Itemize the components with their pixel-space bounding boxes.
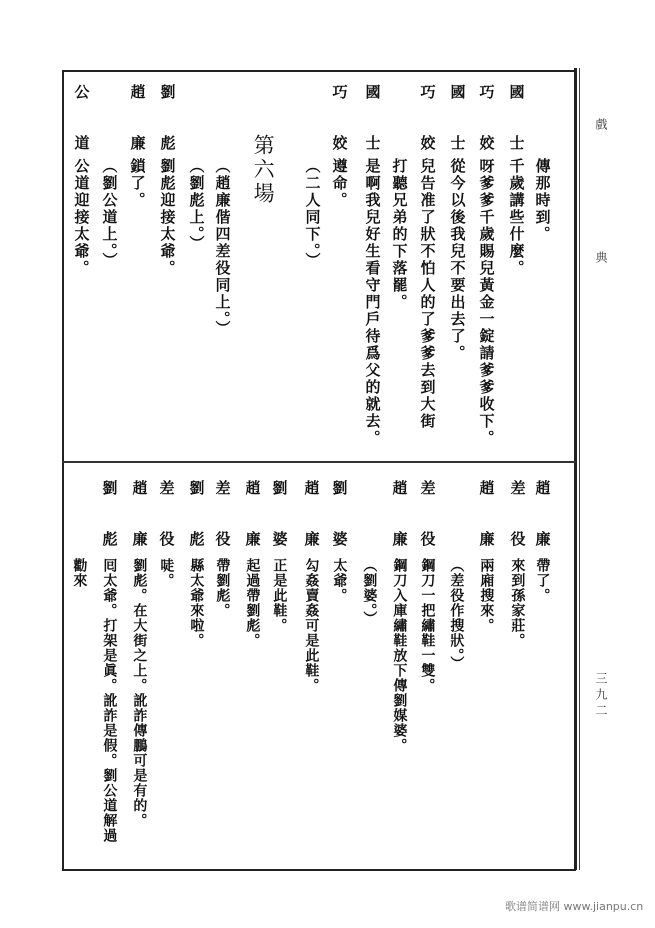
line-text: 起過帶劉彪。 <box>244 558 261 648</box>
line-text: 兒告准了狀不怕人的了爹爹去到大街 <box>418 158 437 430</box>
line-text: 來到孫家莊。 <box>509 558 526 648</box>
speaker-name: 差役 <box>157 480 176 546</box>
line-text: （劉公道上。） <box>100 158 119 270</box>
speaker-name: 差役 <box>508 480 527 546</box>
line-text: 鋼刀一把繡鞋一雙。 <box>419 558 436 693</box>
line-text: 正是此鞋。 <box>271 558 288 633</box>
line-text: 帶了。 <box>534 558 551 603</box>
speaker-name: 趙廉 <box>477 480 496 546</box>
watermark: 歌谱简谱网 www.jianpu.cn <box>505 900 644 913</box>
speaker-name: 劉彪 <box>158 84 177 150</box>
line-text: 兩廂搜來。 <box>478 558 495 633</box>
section-divider <box>62 461 576 463</box>
speaker-name: 國士 <box>507 84 526 150</box>
speaker-name: 趙廉 <box>302 480 321 546</box>
line-text: 劉彪迎接太爺。 <box>158 158 177 277</box>
speaker-name: 劉彪 <box>187 480 206 546</box>
line-text: 傳那時到。 <box>533 158 552 243</box>
speaker-name: 趙廉 <box>128 84 147 150</box>
line-text: 遵命。 <box>330 158 349 209</box>
line-text: 千歲講些什麼。 <box>507 158 526 277</box>
line-text: 鎖了。 <box>128 158 147 209</box>
line-text: 是啊我兒好生看守門戶待爲父的就去。 <box>363 158 382 447</box>
speaker-name: 國士 <box>363 84 382 150</box>
line-text: 劉彪。在大街之上。訛詐傳鵬可是有的。 <box>131 558 148 828</box>
line-text: 唗。 <box>158 558 175 588</box>
line-text: 囘太爺。打架是眞。訛詐是假。劉公道解過 <box>101 558 118 843</box>
speaker-name: 差役 <box>213 480 232 546</box>
line-text: 縣太爺來啦。 <box>188 558 205 648</box>
line-text: （劉婆。） <box>361 558 378 626</box>
line-text: （二人同下。） <box>303 158 322 270</box>
speaker-name: 國士 <box>448 84 467 150</box>
page-number: 三九二 <box>594 672 608 720</box>
speaker-name: 巧姣 <box>477 84 496 150</box>
right-border-line <box>574 68 577 870</box>
speaker-name: 劉彪 <box>100 480 119 546</box>
line-text: 打聽兄弟的下落罷。 <box>390 158 409 311</box>
line-text: （劉彪上。） <box>187 158 206 253</box>
speaker-name: 趙廉 <box>130 480 149 546</box>
line-text: 從今以後我兒不要出去了。 <box>448 158 467 362</box>
speaker-name: 差役 <box>418 480 437 546</box>
speaker-name: 巧姣 <box>418 84 437 150</box>
line-text: 呀爹爹千歲賜兒黃金一錠請爹爹收下。 <box>477 158 496 447</box>
book-title: 戲 典 <box>594 118 608 263</box>
speaker-name: 趙廉 <box>533 480 552 546</box>
speaker-name: 公道 <box>72 84 91 150</box>
right-border-line-inner <box>579 68 580 870</box>
line-text: （趙廉偕四差役同上。） <box>213 158 232 338</box>
speaker-name: 劉婆 <box>330 480 349 546</box>
line-text: （差役作搜狀。） <box>448 558 465 671</box>
scene-title: 第六場 <box>251 134 276 206</box>
speaker-name: 劉婆 <box>270 480 289 546</box>
speaker-name: 趙廉 <box>390 480 409 546</box>
line-text: 公道迎接太爺。 <box>72 158 91 277</box>
line-text: 帶劉彪。 <box>214 558 231 618</box>
speaker-name: 趙廉 <box>243 480 262 546</box>
line-text: 勸來 <box>71 558 88 588</box>
line-text: 太爺。 <box>331 558 348 603</box>
line-text: 鋼刀入庫繡鞋放下傳劉媒婆。 <box>391 558 408 753</box>
speaker-name: 巧姣 <box>330 84 349 150</box>
line-text: 勾姦賣姦可是此鞋。 <box>303 558 320 693</box>
